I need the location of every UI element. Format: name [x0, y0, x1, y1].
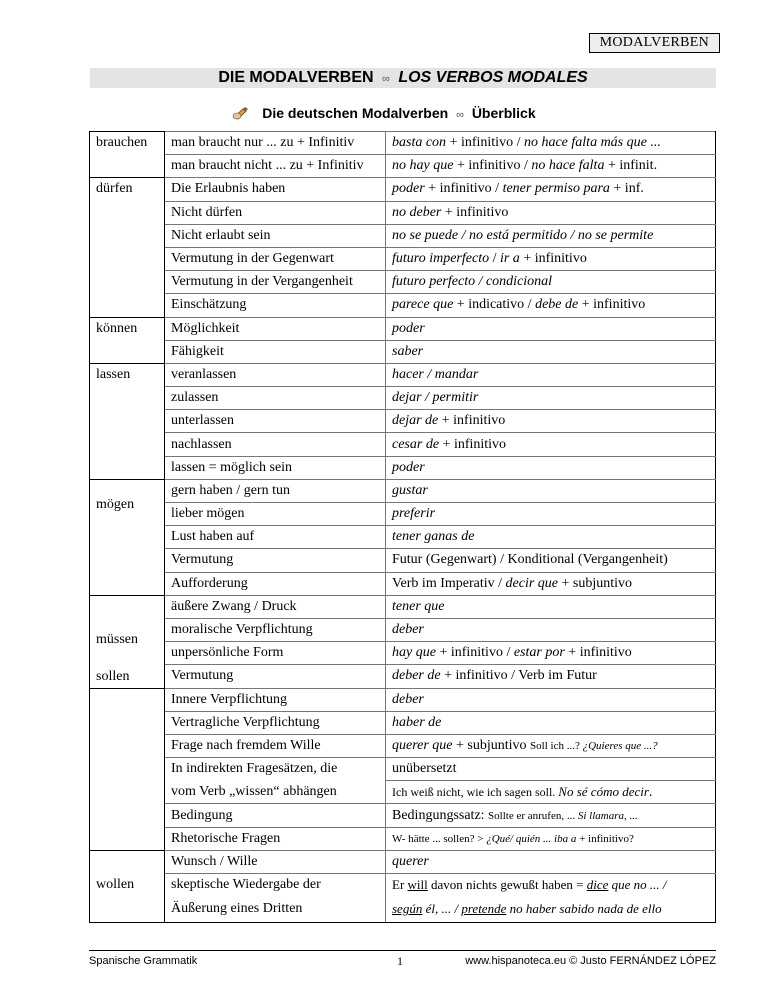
- usage-cell: unpersönliche Form: [165, 642, 386, 665]
- table-row: [90, 433, 716, 456]
- usage-cell: gern haben / gern tun: [165, 479, 386, 502]
- usage-cell: man braucht nicht ... zu + Infinitiv: [165, 155, 386, 178]
- verb-muessen: müssen: [90, 595, 165, 688]
- usage-cell: Vermutung in der Vergangenheit: [165, 271, 386, 294]
- table-row: [90, 317, 716, 340]
- table-row: [90, 595, 716, 618]
- table-row: [90, 642, 716, 665]
- table-row: [90, 503, 716, 526]
- table-row: [90, 178, 716, 201]
- table-row: [90, 224, 716, 247]
- translation-cell: querer: [386, 850, 716, 873]
- usage-cell: Möglichkeit: [165, 317, 386, 340]
- usage-cell: lassen = möglich sein: [165, 456, 386, 479]
- usage-cell: Fähigkeit: [165, 340, 386, 363]
- table-row: [90, 456, 716, 479]
- translation-cell: futuro perfecto / condicional: [386, 271, 716, 294]
- infinity-separator: ∞: [382, 73, 390, 85]
- translation-cell: poder: [386, 456, 716, 479]
- translation-cell: dejar / permitir: [386, 387, 716, 410]
- table-row: [90, 526, 716, 549]
- usage-cell: Innere Verpflichtung: [165, 688, 386, 711]
- translation-cell: Verb im Imperativ / decir que + subjuntivo: [386, 572, 716, 595]
- verb-moegen: mögen: [90, 479, 165, 595]
- table-row: [90, 201, 716, 224]
- usage-cell: Vermutung: [165, 549, 386, 572]
- translation-cell: deber: [386, 618, 716, 641]
- table-row: [90, 247, 716, 270]
- table-row: [90, 387, 716, 410]
- modal-verbs-table: [89, 131, 716, 923]
- document-tag: MODALVERBEN: [589, 33, 720, 53]
- subtitle: [0, 104, 768, 121]
- verb-sollen: sollen: [90, 688, 165, 850]
- page-title: [90, 68, 716, 88]
- translation-cell: dejar de + infinitivo: [386, 410, 716, 433]
- translation-cell: querer que + subjuntivo Soll ich ...? ¿Quieres que ...?: [386, 734, 716, 757]
- infinity-separator: ∞: [456, 109, 464, 121]
- translation-cell: Er will davon nichts gewußt haben = dice que no ... /: [386, 874, 716, 897]
- usage-cell: Vermutung: [165, 665, 386, 688]
- usage-cell: lieber mögen: [165, 503, 386, 526]
- table-row: [90, 363, 716, 386]
- translation-cell: hacer / mandar: [386, 363, 716, 386]
- usage-cell: zulassen: [165, 387, 386, 410]
- usage-cell: Vertragliche Verpflichtung: [165, 711, 386, 734]
- translation-cell: poder: [386, 317, 716, 340]
- verb-wollen: wollen: [90, 850, 165, 922]
- usage-cell: Aufforderung: [165, 572, 386, 595]
- table-row: [90, 549, 716, 572]
- table-row: [90, 271, 716, 294]
- translation-cell: futuro imperfecto / ir a + infinitivo: [386, 247, 716, 270]
- translation-cell: no se puede / no está permitido / no se permite: [386, 224, 716, 247]
- usage-cell: In indirekten Fragesätzen, die: [165, 758, 386, 781]
- table-row: [90, 711, 716, 734]
- usage-cell: nachlassen: [165, 433, 386, 456]
- translation-cell: preferir: [386, 503, 716, 526]
- translation-cell: W- hätte ... sollen? > ¿Qué/ quién ... iba a + infinitivo?: [386, 827, 716, 850]
- verb-brauchen: brauchen: [90, 132, 165, 178]
- table-row: [90, 688, 716, 711]
- translation-cell: Ich weiß nicht, wie ich sagen soll. No sé cómo decir.: [386, 781, 716, 804]
- translation-cell: unübersetzt: [386, 758, 716, 781]
- usage-cell: unterlassen: [165, 410, 386, 433]
- title-german: DIE MODALVERBEN: [218, 69, 374, 86]
- usage-cell: vom Verb „wissen“ abhängen: [165, 781, 386, 804]
- usage-cell: Einschätzung: [165, 294, 386, 317]
- translation-cell: haber de: [386, 711, 716, 734]
- page-number: 1: [397, 954, 403, 968]
- translation-cell: según él, ... / pretende no haber sabido nada de ello: [386, 896, 716, 923]
- usage-cell: veranlassen: [165, 363, 386, 386]
- table-row: [90, 340, 716, 363]
- usage-cell: Rhetorische Fragen: [165, 827, 386, 850]
- table-row: [90, 572, 716, 595]
- table-row: [90, 896, 716, 923]
- table-row: [90, 410, 716, 433]
- usage-cell: Lust haben auf: [165, 526, 386, 549]
- usage-cell: man braucht nur ... zu + Infinitiv: [165, 132, 386, 155]
- subtitle-german: Die deutschen Modalverben: [262, 105, 449, 121]
- verb-lassen: lassen: [90, 363, 165, 479]
- table-row: [90, 734, 716, 757]
- usage-cell: Vermutung in der Gegenwart: [165, 247, 386, 270]
- page-footer: [89, 950, 716, 968]
- translation-cell: parece que + indicativo / debe de + infinitivo: [386, 294, 716, 317]
- footer-right: www.hispanoteca.eu © Justo FERNÁNDEZ LÓPEZ: [465, 955, 716, 967]
- usage-cell: Die Erlaubnis haben: [165, 178, 386, 201]
- translation-cell: no deber + infinitivo: [386, 201, 716, 224]
- table-row: [90, 479, 716, 502]
- translation-cell: Bedingungssatz: Sollte er anrufen, ... Si llamara, ...: [386, 804, 716, 827]
- usage-cell: skeptische Wiedergabe der: [165, 874, 386, 897]
- subtitle-overview: Überblick: [471, 105, 536, 121]
- table-row: [90, 665, 716, 688]
- translation-cell: poder + infinitivo / tener permiso para + inf.: [386, 178, 716, 201]
- verb-duerfen: dürfen: [90, 178, 165, 317]
- table-row: [90, 155, 716, 178]
- table-row: [90, 294, 716, 317]
- usage-cell: Äußerung eines Dritten: [165, 896, 386, 923]
- table-row: [90, 618, 716, 641]
- translation-cell: deber: [386, 688, 716, 711]
- table-row: [90, 758, 716, 781]
- translation-cell: Futur (Gegenwart) / Konditional (Vergangenheit): [386, 549, 716, 572]
- table-row: [90, 874, 716, 897]
- verb-koennen: können: [90, 317, 165, 363]
- translation-cell: cesar de + infinitivo: [386, 433, 716, 456]
- usage-cell: äußere Zwang / Druck: [165, 595, 386, 618]
- translation-cell: tener que: [386, 595, 716, 618]
- table-row: [90, 781, 716, 804]
- translation-cell: hay que + infinitivo / estar por + infinitivo: [386, 642, 716, 665]
- translation-cell: saber: [386, 340, 716, 363]
- footer-left: Spanische Grammatik: [89, 955, 198, 967]
- pencil-hand-icon: [232, 106, 250, 120]
- usage-cell: Nicht erlaubt sein: [165, 224, 386, 247]
- usage-cell: Wunsch / Wille: [165, 850, 386, 873]
- title-spanish: LOS VERBOS MODALES: [398, 69, 588, 86]
- translation-cell: gustar: [386, 479, 716, 502]
- table-row: [90, 827, 716, 850]
- usage-cell: moralische Verpflichtung: [165, 618, 386, 641]
- usage-cell: Nicht dürfen: [165, 201, 386, 224]
- translation-cell: tener ganas de: [386, 526, 716, 549]
- table-row: [90, 132, 716, 155]
- table-row: [90, 850, 716, 873]
- translation-cell: deber de + infinitivo / Verb im Futur: [386, 665, 716, 688]
- usage-cell: Bedingung: [165, 804, 386, 827]
- usage-cell: Frage nach fremdem Wille: [165, 734, 386, 757]
- translation-cell: basta con + infinitivo / no hace falta más que ...: [386, 132, 716, 155]
- translation-cell: no hay que + infinitivo / no hace falta + infinit.: [386, 155, 716, 178]
- table-row: [90, 804, 716, 827]
